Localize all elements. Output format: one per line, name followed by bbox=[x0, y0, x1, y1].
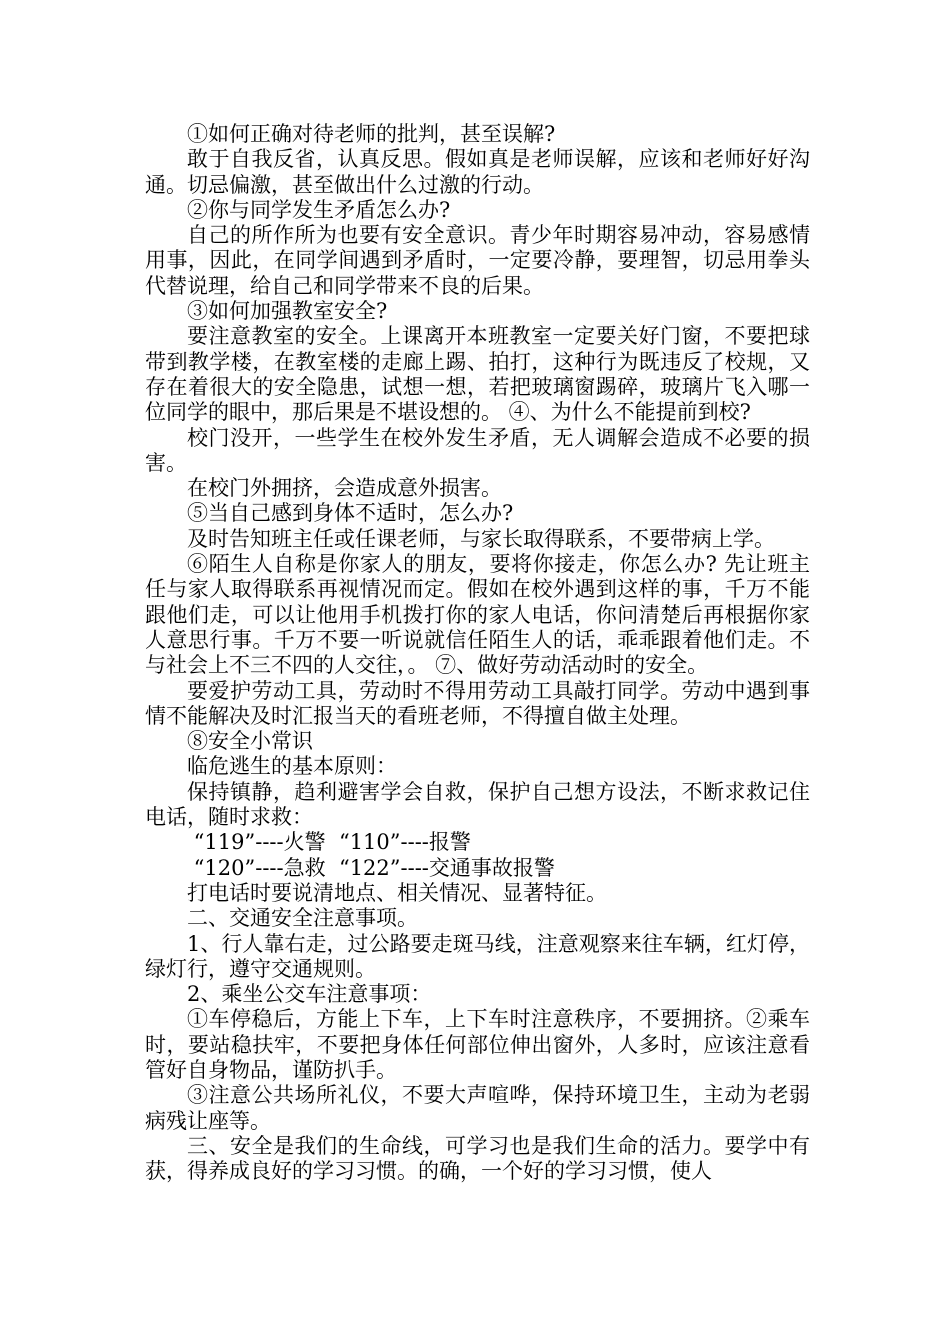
paragraph: ①如何正确对待老师的批判，甚至误解? bbox=[187, 122, 556, 146]
paragraph: 临危逃生的基本原则： bbox=[187, 754, 397, 779]
paragraph: ③注意公共场所礼仪，不要大声喧哗，保持环境卫生，主动为老弱病残让座等。 bbox=[145, 1083, 810, 1133]
emergency-number-line: “120”----急救 “122”----交通事故报警 bbox=[187, 855, 555, 880]
paragraph: 自己的所作所为也要有安全意识。青少年时期容易冲动，容易感情用事，因此，在同学间遇到矛盾时，一定要冷静，要理智，切忌用拳头代替说理，给自己和同学带来不良的后果。 bbox=[145, 223, 810, 298]
paragraph: ③如何加强教室安全? bbox=[187, 299, 388, 324]
paragraph: ⑧安全小常识 bbox=[187, 729, 313, 754]
paragraph: 在校门外拥挤，会造成意外损害。 bbox=[187, 476, 502, 501]
paragraph: 要爱护劳动工具，劳动时不得用劳动工具敲打同学。劳动中遇到事情不能解决及时汇报当天的看班老师，不得擅自做主处理。 bbox=[145, 678, 810, 728]
paragraph: 三、安全是我们的生命线，可学习也是我们生命的活力。要学中有获，得养成良好的学习习惯。的确，一个好的学习习惯，使人 bbox=[145, 1133, 810, 1184]
paragraph: 1、行人靠右走，过公路要走斑马线，注意观察来往车辆，红灯停，绿灯行，遵守交通规则。 bbox=[145, 931, 810, 981]
section-heading: 二、交通安全注意事项。 bbox=[187, 906, 418, 931]
emergency-number-line: “119”----火警 “110”----报警 bbox=[187, 830, 471, 855]
paragraph: 2、乘坐公交车注意事项： bbox=[187, 982, 432, 1007]
paragraph: ⑥陌生人自称是你家人的朋友，要将你接走，你怎么办? 先让班主任与家人取得联系再视情况而定。假如在校外遇到这样的事，千万不能跟他们走，可以让他用手机拨打你的家人电话，你问清楚后再根据你家人意思行事。千万不要一听说就信任陌生人的话，乖乖跟着他们走。不与社会上不三不四的人交往，。 ⑦、做好劳动活动时的安全。 bbox=[145, 552, 810, 678]
paragraph: ①车停稳后，方能上下车，上下车时注意秩序，不要拥挤。②乘车时，要站稳扶牢，不要把身体任何部位伸出窗外，人多时，应该注意看管好自身物品，谨防扒手。 bbox=[145, 1007, 810, 1082]
paragraph: ②你与同学发生矛盾怎么办? bbox=[187, 197, 451, 222]
document-body bbox=[145, 122, 810, 1184]
paragraph: 保持镇静，趋利避害学会自救，保护自己想方设法，不断求救记住电话，随时求救： bbox=[145, 779, 810, 830]
paragraph: 要注意教室的安全。上课离开本班教室一定要关好门窗，不要把球带到教学楼，在教室楼的走廊上踢、拍打，这种行为既违反了校规，又存在着很大的安全隐患，试想一想，若把玻璃窗踢碎，玻璃片飞入哪一位同学的眼中，那后果是不堪设想的。 ④、为什么不能提前到校? bbox=[145, 324, 810, 425]
paragraph: 及时告知班主任或任课老师，与家长取得联系，不要带病上学。 bbox=[187, 526, 775, 551]
paragraph: 打电话时要说清地点、相关情况、显著特征。 bbox=[187, 880, 607, 905]
paragraph: ⑤当自己感到身体不适时，怎么办? bbox=[187, 501, 514, 526]
paragraph: 敢于自我反省，认真反思。假如真是老师误解，应该和老师好好沟通。切忌偏激，甚至做出什么过激的行动。 bbox=[145, 147, 810, 197]
paragraph: 校门没开，一些学生在校外发生矛盾，无人调解会造成不必要的损害。 bbox=[145, 425, 810, 475]
